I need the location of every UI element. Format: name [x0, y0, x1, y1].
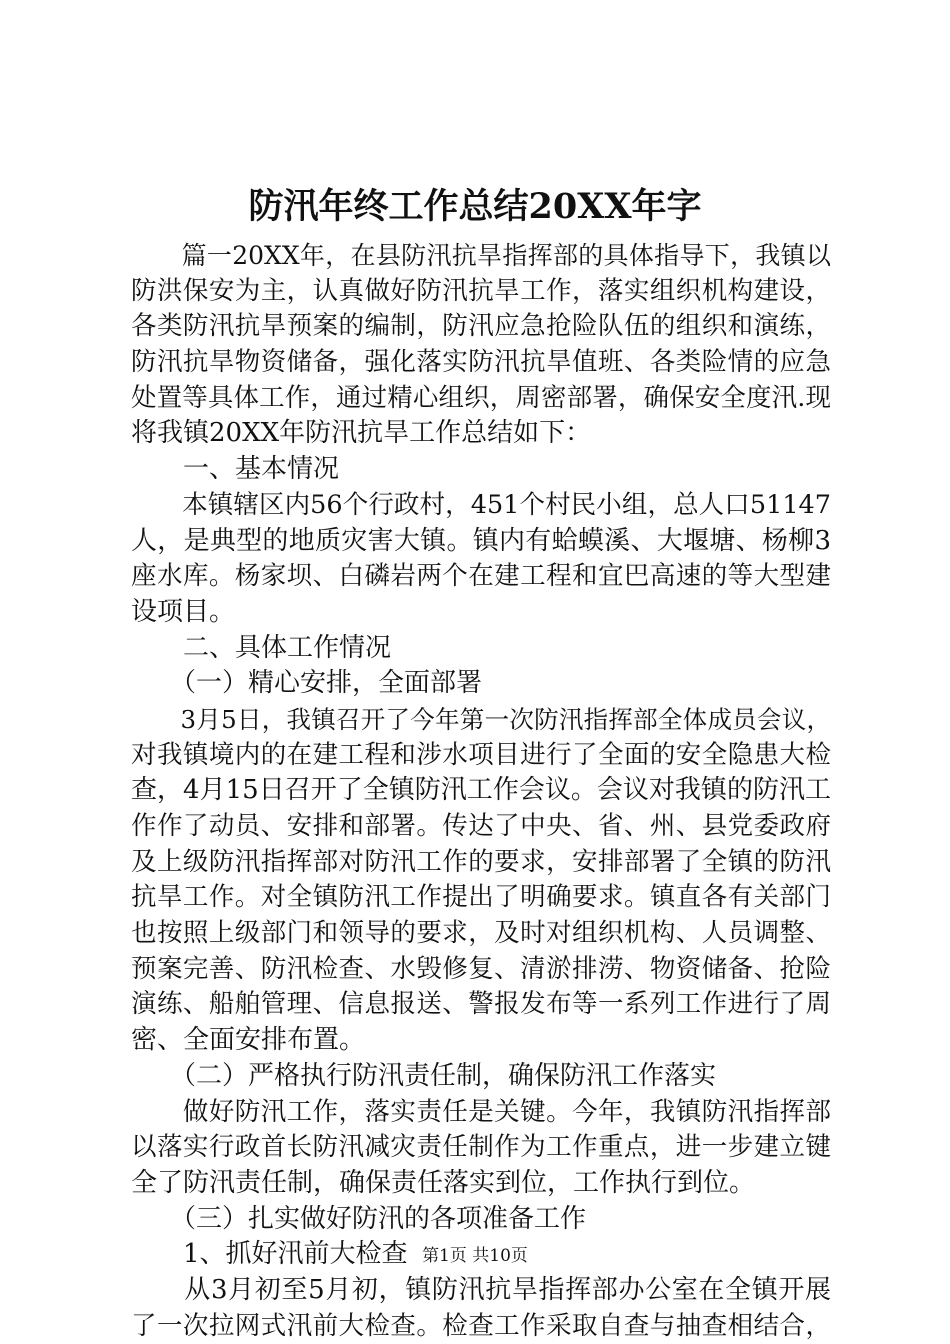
body-line: 及上级防汛指挥部对防汛工作的要求，安排部署了全镇的防汛	[131, 846, 831, 877]
body-line: 座水库。杨家坝、白磷岩两个在建工程和宜巴高速的等大型建	[131, 561, 831, 592]
body-line: （三）扎实做好防汛的各项准备工作	[131, 1203, 587, 1234]
body-line: 也按照上级部门和领导的要求，及时对组织机构、人员调整、	[131, 918, 831, 949]
body-line: 防洪保安为主，认真做好防汛抗旱工作，落实组织机构建设，	[131, 275, 831, 306]
body-line: （一）精心安排，全面部署	[131, 668, 483, 699]
body-line: 做好防汛工作，落实责任是关键。今年，我镇防汛指挥部	[131, 1096, 831, 1127]
body-line: 将我镇20XX年防汛抗旱工作总结如下：	[131, 418, 592, 449]
body-line: 处置等具体工作，通过精心组织，周密部署，确保安全度汛.现	[131, 382, 831, 413]
body-line: 以落实行政首长防汛减灾责任制作为工作重点，进一步建立键	[131, 1132, 831, 1163]
body-line: 了一次拉网式汛前大检查。检查工作采取自查与抽查相结合，	[131, 1310, 831, 1341]
document-body	[131, 238, 831, 1344]
body-line: 设项目。	[131, 596, 236, 627]
body-line: 一、基本情况	[131, 454, 340, 485]
body-line: 作作了动员、安排和部署。传达了中央、省、州、县党委政府	[131, 811, 831, 841]
body-line: 预案完善、防汛检查、水毁修复、清淤排涝、物资储备、抢险	[131, 953, 831, 984]
body-line: 3月5日，我镇召开了今年第一次防汛指挥部全体成员会议，	[131, 704, 831, 734]
body-line: 全了防汛责任制，确保责任落实到位，工作执行到位。	[131, 1167, 756, 1198]
body-line: 演练、船舶管理、信息报送、警报发布等一系列工作进行了周	[131, 989, 831, 1020]
body-line: 查，4月15日召开了全镇防汛工作会议。会议对我镇的防汛工	[131, 775, 831, 806]
body-line: 对我镇境内的在建工程和涉水项目进行了全面的安全隐患大检	[131, 739, 831, 770]
body-line: 防汛抗旱物资储备，强化落实防汛抗旱值班、各类险情的应急	[131, 347, 831, 378]
page-footer: 第1页 共10页	[422, 1246, 528, 1266]
body-line: 本镇辖区内56个行政村，451个村民小组，总人口51147	[131, 489, 831, 520]
body-line: 抗旱工作。对全镇防汛工作提出了明确要求。镇直各有关部门	[131, 882, 831, 913]
body-line: 人，是典型的地质灾害大镇。镇内有蛤蟆溪、大堰塘、杨柳3	[131, 525, 831, 556]
body-line: 篇一20XX年，在县防汛抗旱指挥部的具体指导下，我镇以	[131, 241, 831, 270]
body-line: 密、全面安排布置。	[131, 1025, 366, 1056]
document-title: 防汛年终工作总结20XX年字	[248, 186, 702, 227]
body-line: （二）严格执行防汛责任制，确保防汛工作落实	[131, 1060, 717, 1091]
body-line: 二、具体工作情况	[131, 632, 392, 663]
body-line: 1、抓好汛前大检查	[131, 1239, 408, 1270]
body-line: 各类防汛抗旱预案的编制，防汛应急抢险队伍的组织和演练，	[131, 311, 831, 342]
body-line: 从3月初至5月初，镇防汛抗旱指挥部办公室在全镇开展	[131, 1274, 831, 1305]
